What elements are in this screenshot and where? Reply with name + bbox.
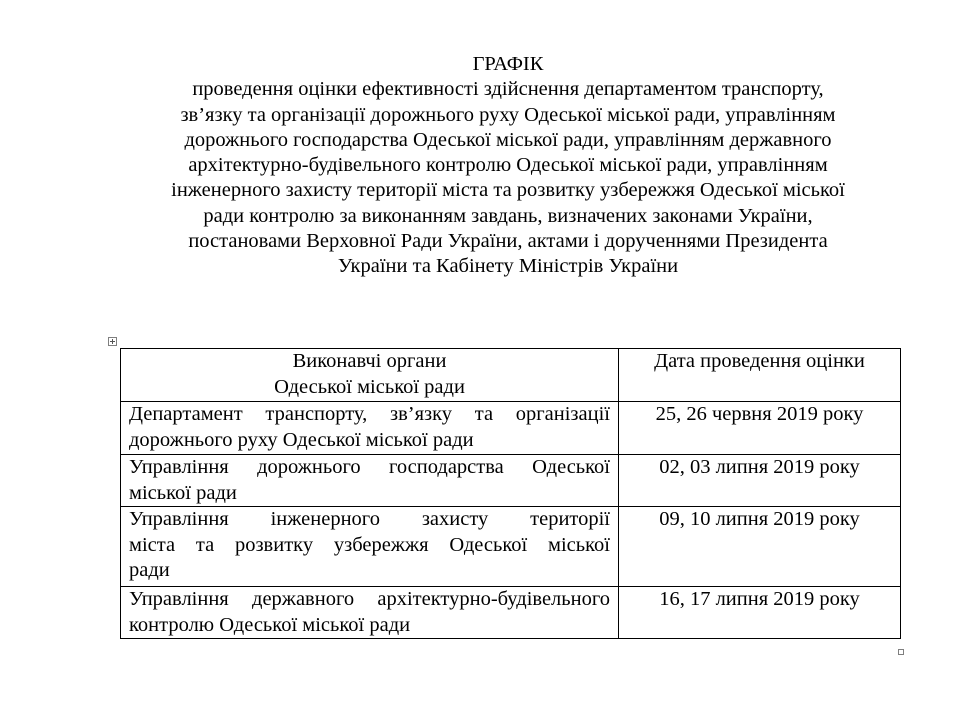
organ-line: Управління дорожнього господарства Одеської (129, 456, 610, 478)
date-cell[interactable]: 16, 17 липня 2019 року (619, 587, 901, 639)
organ-cell[interactable] (121, 587, 619, 639)
subtitle-line: дорожнього господарства Одеської міської ради, управлінням державного (184, 128, 832, 151)
subtitle-line: проведення оцінки ефективності здійснення департаментом транспорту, (192, 78, 824, 101)
subtitle-line: ради контролю за виконанням завдань, визначених законами України, (203, 204, 813, 227)
date-cell[interactable]: 25, 26 червня 2019 року (619, 402, 901, 455)
organ-cell[interactable] (121, 455, 619, 507)
subtitle-line: зв’язку та організації дорожнього руху Одеської міської ради, управлінням (180, 103, 836, 126)
table-row (121, 507, 901, 587)
schedule-table (120, 348, 901, 639)
subtitle-line: України та Кабінету Міністрів України (337, 255, 679, 278)
organ-line: міської ради (129, 481, 237, 504)
header-organs-line: Виконавчі органи (292, 350, 447, 372)
table-row (121, 587, 901, 639)
header-cell-organs[interactable] (121, 349, 619, 402)
subtitle-line: постановами Верховної Ради України, актами і дорученнями Президента (188, 230, 828, 253)
table-resize-handle-icon[interactable] (898, 649, 904, 655)
document-title: ГРАФІК (472, 53, 544, 75)
organ-line: контролю Одеської міської ради (129, 613, 411, 636)
organ-cell[interactable] (121, 402, 619, 455)
organ-cell[interactable] (121, 507, 619, 587)
organ-line: Управління державного архітектурно-будівельного (129, 588, 610, 610)
date-cell[interactable]: 09, 10 липня 2019 року (619, 507, 901, 587)
table-row (121, 402, 901, 455)
header-cell-date[interactable]: Дата проведення оцінки (619, 349, 901, 402)
organ-line: Управління інженерного захисту території (129, 508, 610, 530)
subtitle-line: архітектурно-будівельного контролю Одеської міської ради, управлінням (188, 154, 828, 177)
document-header (100, 52, 916, 280)
date-cell[interactable]: 02, 03 липня 2019 року (619, 455, 901, 507)
organ-line: Департамент транспорту, зв’язку та організації (129, 403, 610, 425)
organ-line: міста та розвитку узбережжя Одеської міської (129, 533, 610, 556)
subtitle-line: інженерного захисту території міста та розвитку узбережжя Одеської міської (171, 179, 845, 202)
table-header-row (121, 349, 901, 402)
header-organs-line: Одеської міської ради (274, 375, 465, 398)
organ-line: дорожнього руху Одеської міської ради (129, 428, 474, 451)
table-row (121, 455, 901, 507)
table-move-handle-icon[interactable] (108, 337, 117, 346)
organ-line: ради (129, 559, 170, 581)
